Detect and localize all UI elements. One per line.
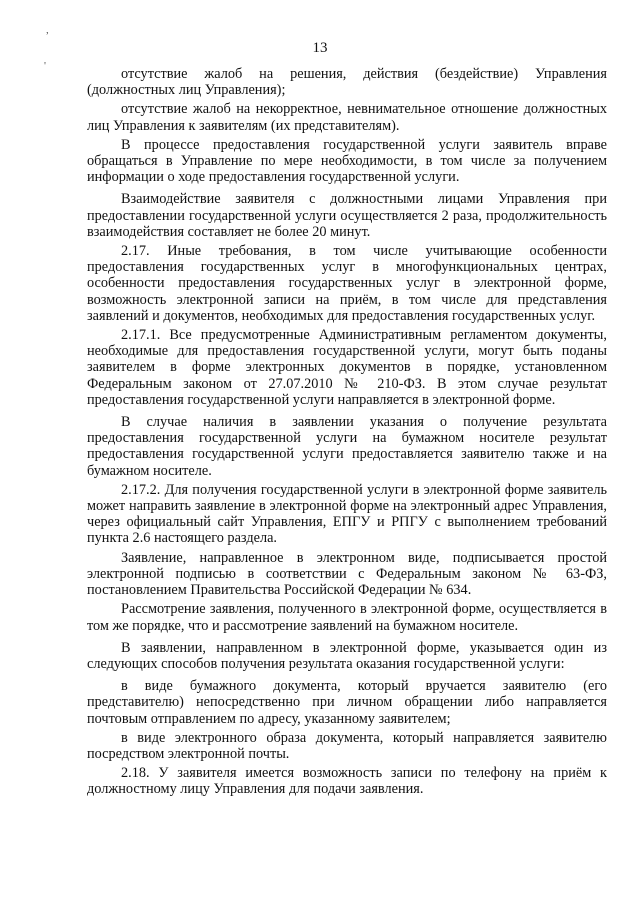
section-2-17: 2.17. Иные требования, в том числе учитывающие особенности предоставления государственных услуг в многофункциональных центрах, особенности предоставления государственных услуг в электронной форме, возможность электронной записи на приём, в том числе для представления заявлений и документов, необходимых для предоставления государственных услуг.	[87, 243, 607, 324]
page-number: 13	[312, 40, 328, 56]
section-2-17-2: 2.17.2. Для получения государственной услуги в электронной форме заявитель может направить заявление в электронной форме на электронный адрес Управления, через официальный сайт Управления, ЕПГУ и РПГУ с выполнением требований пункта 2.6 настоящего раздела.	[87, 481, 607, 547]
section-2-18: 2.18. У заявителя имеется возможность записи по телефону на приём к должностному лицу Управления для подачи заявления.	[87, 765, 607, 798]
paragraph: В процессе предоставления государственной услуги заявитель вправе обращаться в Управление по мере необходимости, в том числе за получением информации о ходе предоставления государственной услуги.	[87, 136, 607, 186]
document-body	[87, 66, 607, 801]
corner-mark: '	[44, 60, 46, 72]
corner-mark: ,	[46, 24, 49, 36]
paragraph: отсутствие жалоб на некорректное, невнимательное отношение должностных лиц Управления к заявителям (их представителям).	[87, 101, 607, 134]
list-item: в виде электронного образа документа, который направляется заявителю посредством электронной почты.	[87, 729, 607, 762]
paragraph: Взаимодействие заявителя с должностными лицами Управления при предоставлении государственной услуги осуществляется 2 раза, продолжительность взаимодействия составляет не более 20 минут.	[87, 191, 607, 240]
list-item: в виде бумажного документа, который вручается заявителю (его представителю) непосредственно при личном обращении либо направляется почтовым отправлением по адресу, указанному заявителем;	[87, 678, 607, 727]
paragraph: Рассмотрение заявления, полученного в электронной форме, осуществляется в том же порядке, что и рассмотрение заявлений на бумажном носителе.	[87, 601, 607, 634]
paragraph: Заявление, направленное в электронном виде, подписывается простой электронной подписью в соответствии с Федеральным законом № 63-ФЗ, постановлением Правительства Российской Федерации № 634.	[87, 549, 607, 599]
paragraph: отсутствие жалоб на решения, действия (бездействие) Управления (должностных лиц Управления);	[87, 66, 607, 99]
section-2-17-1: 2.17.1. Все предусмотренные Административным регламентом документы, необходимые для предоставления государственной услуги, могут быть поданы заявителем в форме электронных документов в порядке, установленном Федеральным законом от 27.07.2010 № 210-ФЗ. В этом случае результат предоставления государственной услуги направляется в электронной форме.	[87, 327, 607, 408]
paragraph: В заявлении, направленном в электронной форме, указывается один из следующих способов получения результата оказания государственной услуги:	[87, 639, 607, 672]
paragraph: В случае наличия в заявлении указания о получение результата предоставления государственной услуги на бумажном носителе результат предоставления государственной услуги предоставляется заявителю также и на бумажном носителе.	[87, 414, 607, 479]
